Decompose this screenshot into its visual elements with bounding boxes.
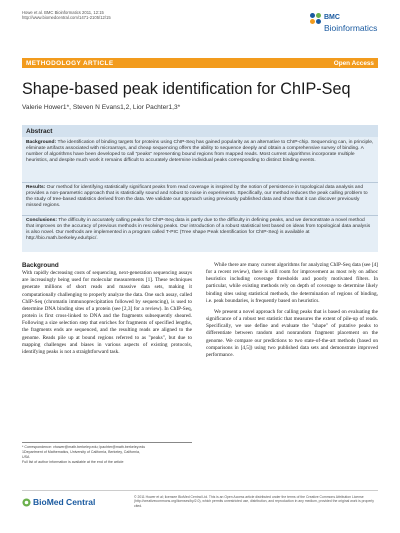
citation-header [22,10,111,21]
license-text: © 2011 Hower et al; licensee BioMed Central Ltd. This is an Open Access article distributed under the terms of the Creative Commons Attribution License (http://creativecommons.org/licenses/by/2.0), which permits unrestricted use, distribution, and reproduction in any medium, provided the original work is properly cited. [134,495,374,508]
abstract-divider [22,215,378,216]
abstract-conclusions-text: The difficulty in accurately calling peaks for ChIP-Seq data is partly due to the difficulty in defining peaks, and we demonstrate a novel method that improves on the accuracy of previous methods in resolving peaks. Our introduction of a robust statistical test based on ideas from topological data analysis is also novel. Our methods are implemented in a program called T-PIC (Tree shape Peak Identification for ChIP-Seq) is available at http://bio.math.berkeley.edu/tpic/. [26,218,371,242]
journal-name-line1: BMC [324,14,340,21]
abstract-results [26,185,374,209]
author-list: Valerie Hower1*, Steven N Evans1,2, Lior Pachter1,3* [22,104,181,111]
abstract-heading: Abstract [22,125,378,137]
page-footer [22,490,378,512]
publisher-name: BioMed Central [33,497,96,507]
abstract-divider [22,182,378,183]
author-info-note: Full list of author information is available at the end of the article [22,460,124,465]
article-title: Shape-based peak identification for ChIP-Seq [22,80,351,98]
publisher-logo [22,496,96,508]
abstract-background-text: The identification of binding targets for proteins using ChIP-Seq has gained popularity as an alternative to ChIP-chip. Sequencing can, in principle, eliminate artifacts associated with microarrays, and cheap sequencing offers the ability to sequence deeply and obtain a comprehensive survey of binding. A number of algorithms have been developed to call "peaks" representing bound regions from mapped reads. Most current algorithms incorporate multiple heuristics, and despite much work it remains difficult to accurately determine individual peaks corresponding to distinct binding events. [26,140,374,164]
background-heading: Background [22,262,59,269]
abstract-conclusions [26,218,374,242]
open-access-label: Open Access [333,59,374,67]
journal-name-line2: Bioinformatics [324,23,378,33]
article-url[interactable]: http://www.biomedcentral.com/1471-2105/12/15 [22,15,111,21]
citation: Howe et al. BMC Bioinformatics 2011, 12:15 [22,10,104,15]
body-paragraph: While there are many current algorithms for analyzing ChIP-Seq data (see [4] for a recent review), there is still room for improvement as most rely on adhoc heuristics including coverage thresholds and poorly motivated filters. In particular, while existing methods rely on depth of coverage to determine likely binding sites using statistical methods, the determination of regions of binding, i.e. peak boundaries, is frequently based on heuristics. [206,262,378,304]
affiliation-line: USA [22,455,30,460]
body-column-right [206,262,378,359]
body-paragraph: We present a novel approach for calling peaks that is based on evaluating the significance of a robust test statistic that measures the extent of pile-up of reads. Specifically, we use define and evaluate the "shape" of putative peaks to differentiate between random and nonrandom fragment placement on the genome. We compare our predictions to two state-of-the-art methods (based on comparisons in [4,5]) using two published data sets and demonstrate improved performance. [206,308,378,358]
correspondence-notes [22,442,192,465]
affiliation-line: 1Department of Mathematics, University of California, Berkeley, California, [22,450,140,455]
body-paragraph: With rapidly decreasing costs of sequencing, next-generation sequencing assays are increasingly being used for molecular measurements [1]. These techniques generate millions of short reads and massive data sets, making it computationally challenging to properly analyze the data. One such assay, called ChIP-Seq (chromatin immunoprecipitation followed by sequencing), is used to determine DNA binding sites of a protein (see [2,3] for a review). In ChIP-Seq, protein is first cross-linked to DNA and the fragments subsequently sheared. Following a size selection step that enriches for fragments of specified lengths, the fragments ends are sequenced, and the resulting reads are aligned to the genome. Reads pile up at bound regions referred to as "peaks", but due to mapping challenges and biases in various aspects of existing protocols, identifying peaks is not a straightforward task. [22,270,192,355]
notes-divider [22,442,192,443]
correspondence-line: * Correspondence: vhower@math.berkeley.edu; lpachter@math.berkeley.edu [22,445,146,449]
abstract-results-label: Results: [26,185,46,190]
journal-logo [310,11,378,41]
abstract-background-label: Background: [26,140,57,145]
abstract-results-text: Our method for identifying statistically significant peaks from read coverage is inspired by the notion of persistence in topological data analysis and provides a non-parametric approach that is statistically sound and robust to noise in experiments. Specifically, our method reduces the peak calling problem to the study of tree-based statistics derived from the data. We validate our approach using previously published data and show that it can discover previously missed regions. [26,185,368,209]
article-type-band [22,58,378,68]
abstract-background [26,140,374,164]
abstract-box [22,125,378,252]
article-type: METHODOLOGY ARTICLE [26,59,114,67]
publisher-logo-icon [22,498,31,507]
body-column-left [22,262,192,356]
bmc-logo-icon [310,13,322,25]
abstract-conclusions-label: Conclusions: [26,218,57,223]
